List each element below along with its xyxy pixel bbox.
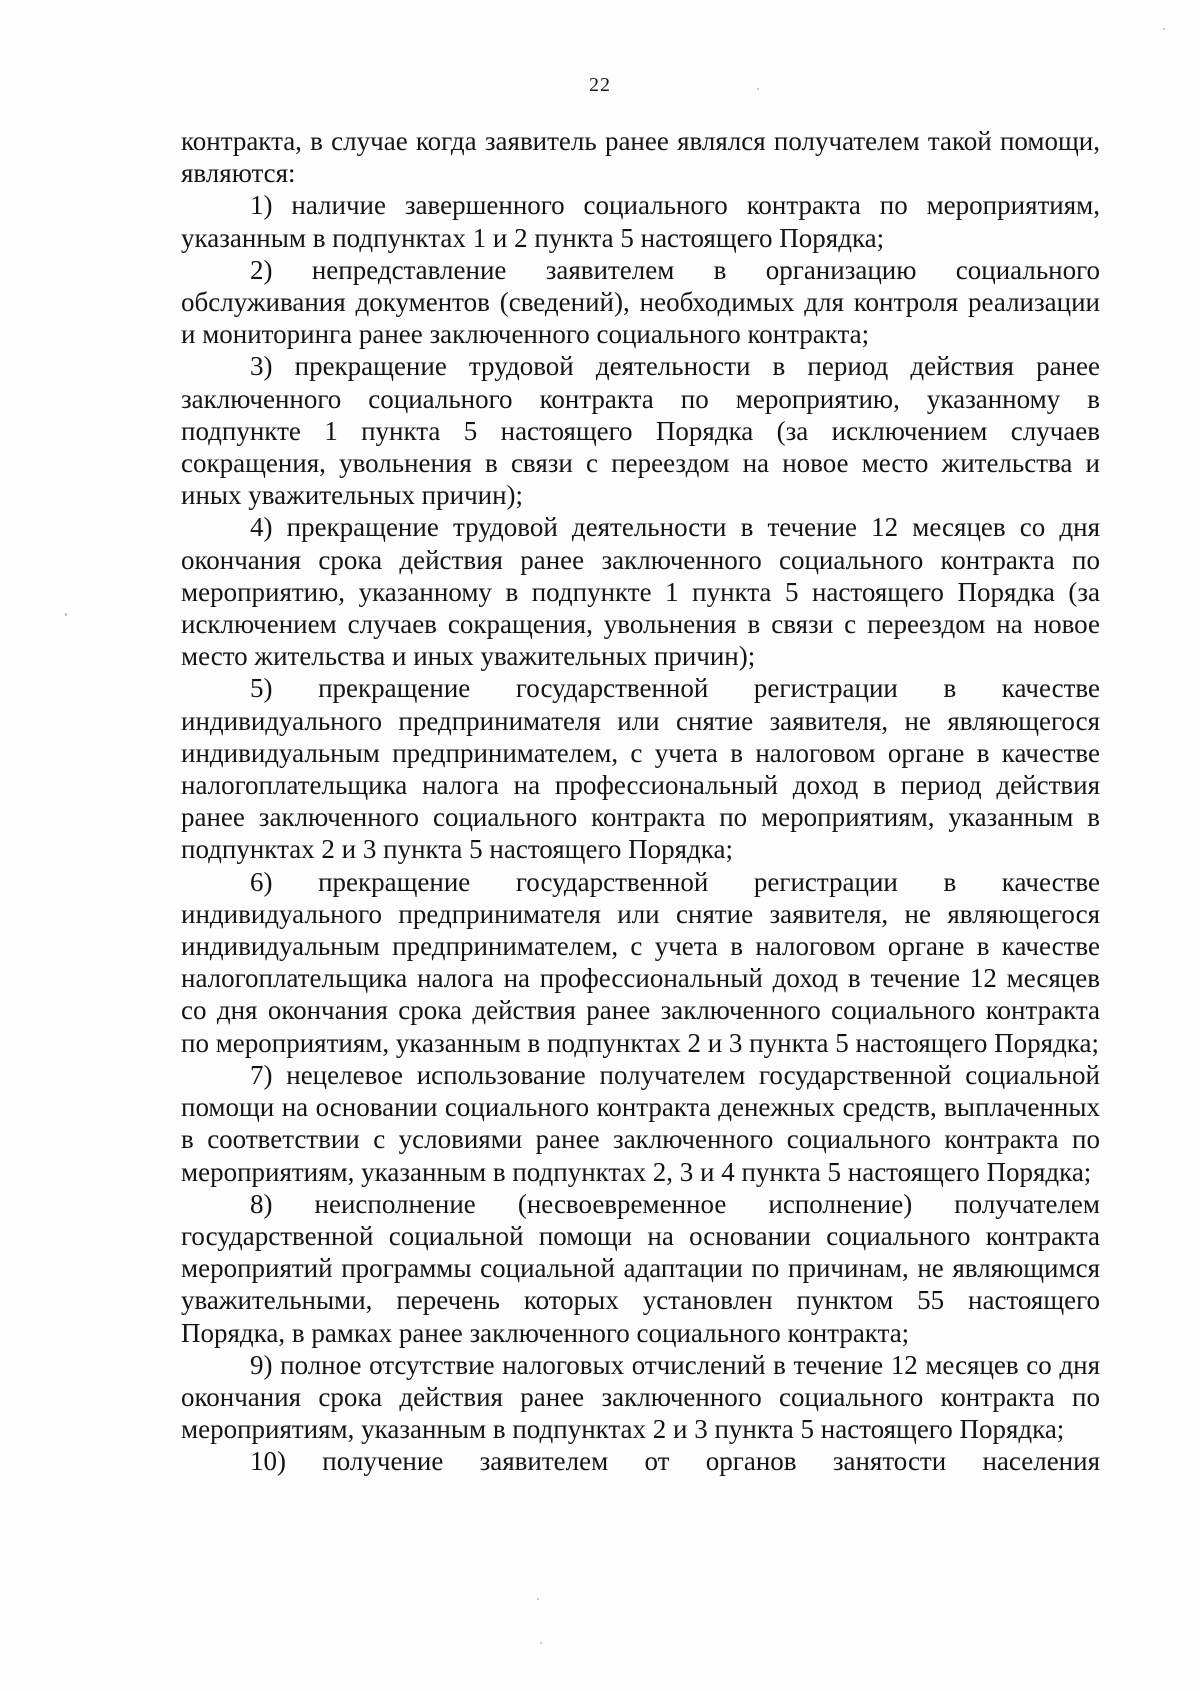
list-item-5: 5) прекращение государственной регистрации в качестве индивидуального предпринимателя или снятие заявителя, не являющегося индивидуальным предпринимателем, с учета в налоговом органе в качестве налогоплательщика налога на профессиональный доход в период действия ранее заключенного социального контракта по мероприятиям, указанным в подпунктах 2 и 3 пункта 5 настоящего Порядка;: [181, 673, 1100, 865]
list-item-9: 9) полное отсутствие налоговых отчислений в течение 12 месяцев со дня окончания срока действия ранее заключенного социального контракта по мероприятиям, указанным в подпунктах 2 и 3 пункта 5 настоящего Порядка;: [181, 1349, 1100, 1445]
page-number: 22: [589, 74, 611, 96]
scan-speck: [540, 1642, 542, 1644]
paragraph-continuation: контракта, в случае когда заявитель ранее являлся получателем такой помощи, являются:: [181, 126, 1100, 189]
scan-speck: [1163, 28, 1165, 30]
list-item-6: 6) прекращение государственной регистрации в качестве индивидуального предпринимателя или снятие заявителя, не являющегося индивидуальным предпринимателем, с учета в налоговом органе в качестве налогоплательщика налога на профессиональный доход в течение 12 месяцев со дня окончания срока действия ранее заключенного социального контракта по мероприятиям, указанным в подпунктах 2 и 3 пункта 5 настоящего Порядка;: [181, 866, 1100, 1058]
list-item-3: 3) прекращение трудовой деятельности в период действия ранее заключенного социального контракта по мероприятию, указанному в подпункте 1 пункта 5 настоящего Порядка (за исключением случаев сокращения, увольнения в связи с переездом на новое место жительства и иных уважительных причин);: [181, 351, 1100, 511]
scan-speck: [537, 1598, 539, 1600]
scan-speck: [757, 88, 759, 90]
list-item-2: 2) непредставление заявителем в организацию социального обслуживания документов (сведений), необходимых для контроля реализации и мониторинга ранее заключенного социального контракта;: [181, 254, 1100, 350]
list-item-4: 4) прекращение трудовой деятельности в течение 12 месяцев со дня окончания срока действия ранее заключенного социального контракта по мероприятию, указанному в подпункте 1 пункта 5 настоящего Порядка (за исключением случаев сокращения, увольнения в связи с переездом на новое место жительства и иных уважительных причин);: [181, 512, 1100, 672]
document-body: [181, 125, 1100, 1478]
scan-speck: [65, 613, 67, 616]
list-item-7: 7) нецелевое использование получателем государственной социальной помощи на основании социального контракта денежных средств, выплаченных в соответствии с условиями ранее заключенного социального контракта по мероприятиям, указанным в подпунктах 2, 3 и 4 пункта 5 настоящего Порядка;: [181, 1059, 1100, 1187]
list-item-8: 8) неисполнение (несвоевременное исполнение) получателем государственной социальной помощи на основании социального контракта мероприятий программы социальной адаптации по причинам, не являющимся уважительными, перечень которых установлен пунктом 55 настоящего Порядка, в рамках ранее заключенного социального контракта;: [181, 1188, 1100, 1348]
list-item-1: 1) наличие завершенного социального контракта по мероприятиям, указанным в подпунктах 1 и 2 пункта 5 настоящего Порядка;: [181, 190, 1100, 253]
list-item-10: 10) получение заявителем от органов занятости населения: [250, 1446, 1100, 1477]
